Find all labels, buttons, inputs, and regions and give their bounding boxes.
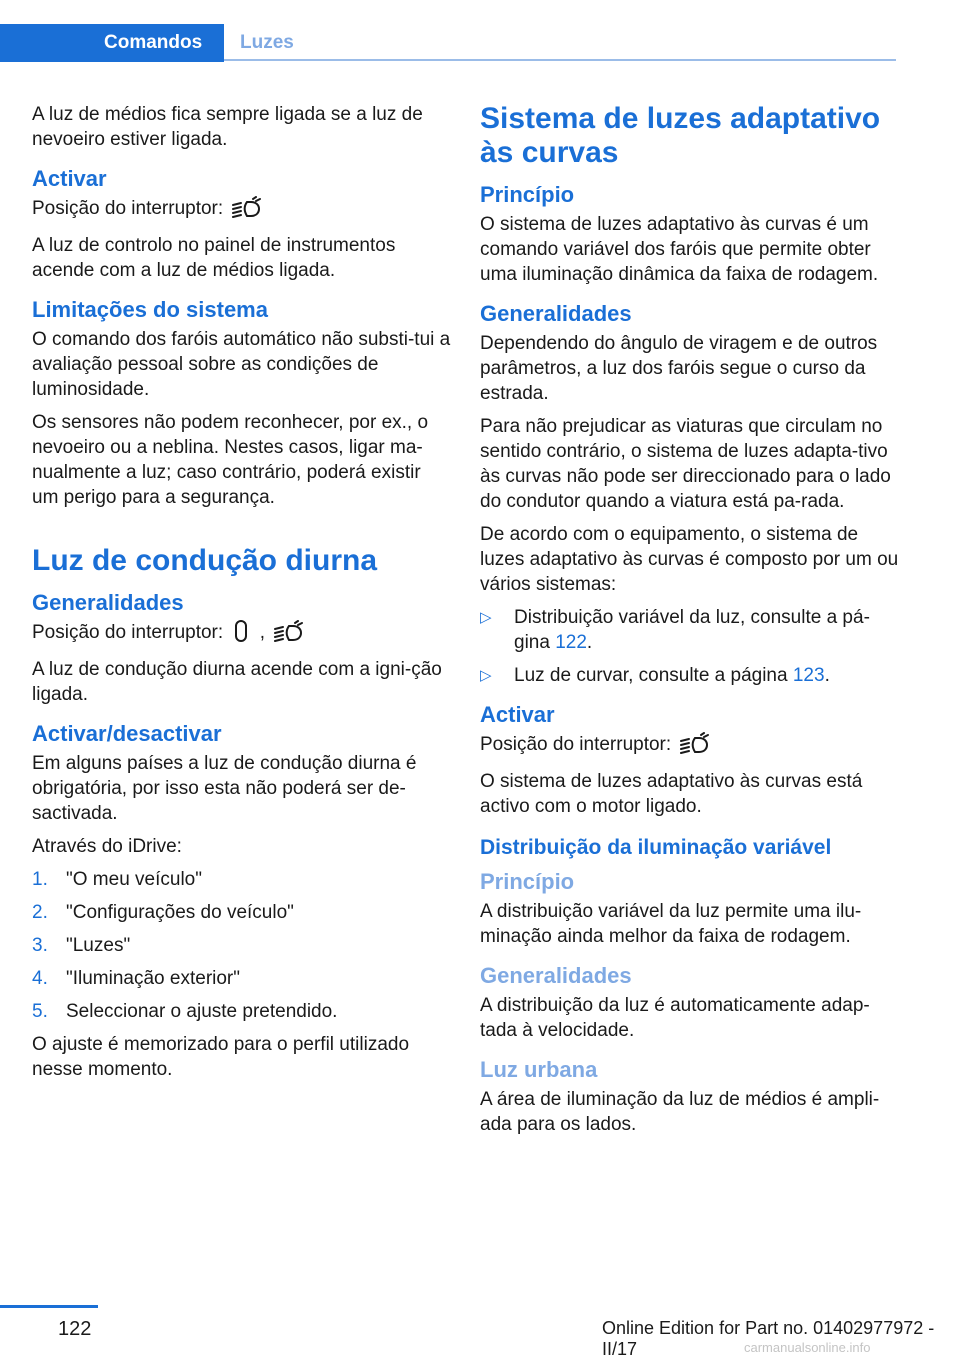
switch-off-icon — [230, 620, 252, 649]
page-header — [0, 0, 960, 64]
section-heading-generalidades: Generalidades — [480, 301, 632, 326]
section-heading-generalidades: Generalidades — [32, 590, 184, 615]
step-number: 3. — [32, 935, 48, 956]
systems-bullet-list — [480, 605, 900, 688]
switch-position-label: Posição do interruptor: — [480, 734, 672, 755]
bullet-triangle-icon: ▷ — [480, 609, 492, 626]
section-heading-activar: Activar — [32, 166, 107, 191]
drl-switch-position-line — [32, 620, 452, 649]
closing-paragraph: O ajuste é memorizado para o perfil utilizado nesse momento. — [32, 1034, 410, 1080]
bullet-punct: . — [824, 665, 830, 686]
limitacoes-paragraph-2: Os sensores não podem reconhecer, por ex., o nevoeiro ou a neblina. Nestes casos, ligar ma‐nualmente a luz; caso contrário, poderá existir um perigo para a segurança. — [32, 412, 429, 508]
list-item — [480, 605, 900, 655]
list-item — [32, 933, 452, 958]
activar-description: O sistema de luzes adaptativo às curvas está activo com o motor ligado. — [480, 771, 863, 817]
section-heading-luz-urbana: Luz urbana — [480, 1057, 598, 1082]
section-heading-activar: Activar — [480, 702, 555, 727]
right-column — [480, 102, 900, 1145]
header-rule — [224, 59, 896, 61]
bullet-punct: . — [586, 632, 593, 653]
edition-text: Online Edition for Part no. 01402977972 - II/17 — [602, 1318, 935, 1359]
chapter-title-drl: Luz de condução diurna — [32, 544, 378, 577]
step-number: 5. — [32, 1001, 48, 1022]
distribuicao-principio-paragraph: A distribuição variável da luz permite uma ilu‐minação ainda melhor da faixa de rodagem. — [480, 901, 862, 947]
step-text: "O meu veículo" — [66, 869, 202, 890]
chapter-title-adaptive-lights: Sistema de luzes adaptativo às curvas — [480, 102, 881, 169]
step-text: "Luzes" — [66, 935, 131, 956]
generalidades-paragraph-1: Dependendo do ângulo de viragem e de outros parâmetros, a luz dos faróis segue o curso da estrada. — [480, 333, 878, 404]
activar-description: A luz de controlo no painel de instrumentos acende com a luz de médios ligada. — [32, 235, 396, 281]
switch-position-line — [32, 196, 452, 225]
step-text: "Configurações do veículo" — [66, 902, 294, 923]
section-heading-generalidades: Generalidades — [480, 963, 632, 988]
list-item — [32, 999, 452, 1024]
step-text: "Iluminação exterior" — [66, 968, 241, 989]
auto-headlight-icon — [230, 196, 264, 225]
section-heading-activar-desactivar: Activar/desactivar — [32, 721, 222, 746]
tab-luzes[interactable]: Luzes — [240, 32, 294, 53]
idrive-steps-list — [32, 867, 452, 1024]
switch-separator: , — [259, 622, 266, 643]
section-heading-principio: Princípio — [480, 182, 575, 207]
activar-desactivar-paragraph: Em alguns países a luz de condução diurna é obrigatória, por isso esta não poderá ser de‐sactivada. — [32, 753, 417, 824]
section-heading-limitacoes: Limitações do sistema — [32, 297, 268, 322]
step-number: 2. — [32, 902, 48, 923]
distribuicao-generalidades-paragraph: A distribuição da luz é automaticamente adap‐tada à velocidade. — [480, 995, 870, 1041]
principio-paragraph: O sistema de luzes adaptativo às curvas é um comando variável dos faróis que permite obter uma iluminação dinâmica da faixa de rodagem. — [480, 214, 879, 285]
auto-headlight-icon — [678, 732, 712, 761]
idrive-label: Através do iDrive: — [32, 836, 182, 857]
page-link-123[interactable]: 123 — [792, 665, 825, 686]
intro-paragraph: A luz de médios fica sempre ligada se a luz de nevoeiro estiver ligada. — [32, 104, 423, 150]
switch-position-label: Posição do interruptor: — [32, 622, 224, 643]
section-heading-principio: Princípio — [480, 869, 575, 894]
switch-position-label: Posição do interruptor: — [32, 198, 224, 219]
auto-headlight-icon — [272, 620, 306, 649]
drl-description: A luz de condução diurna acende com a igni‐ção ligada. — [32, 659, 442, 705]
switch-position-line — [480, 732, 900, 761]
generalidades-paragraph-3: De acordo com o equipamento, o sistema de luzes adaptativo às curvas é composto por um ou vários sistemas: — [480, 524, 899, 595]
step-number: 4. — [32, 968, 48, 989]
list-item — [32, 867, 452, 892]
footer-rule — [0, 1305, 98, 1308]
list-item — [480, 663, 900, 688]
generalidades-paragraph-2: Para não prejudicar as viaturas que circulam no sentido contrário, o sistema de luzes adapta‐tivo às curvas não pode ser direccionado para o lado do condutor quando a viatura está pa‐rada. — [480, 416, 891, 512]
step-text: Seleccionar o ajuste pretendido. — [66, 1001, 338, 1022]
bullet-text: Luz de curvar, consulte a página — [514, 665, 793, 686]
bullet-triangle-icon: ▷ — [480, 667, 492, 684]
list-item — [32, 966, 452, 991]
subchapter-title-distribuicao: Distribuição da iluminação variável — [480, 836, 832, 859]
step-number: 1. — [32, 869, 48, 890]
tab-comandos[interactable]: Comandos — [0, 24, 224, 62]
luz-urbana-paragraph: A área de iluminação da luz de médios é ampli‐ada para os lados. — [480, 1089, 880, 1135]
limitacoes-paragraph-1: O comando dos faróis automático não substi‐tui a avaliação pessoal sobre as condições de luminosidade. — [32, 329, 451, 400]
left-column — [32, 102, 452, 1090]
bullet-text: Distribuição variável da luz, consulte a pá‐gina — [514, 607, 870, 653]
page-number: 122 — [58, 1318, 92, 1340]
watermark: carmanualsonline.info — [744, 1340, 871, 1355]
page-link-122[interactable]: 122 — [555, 632, 587, 653]
list-item — [32, 900, 452, 925]
